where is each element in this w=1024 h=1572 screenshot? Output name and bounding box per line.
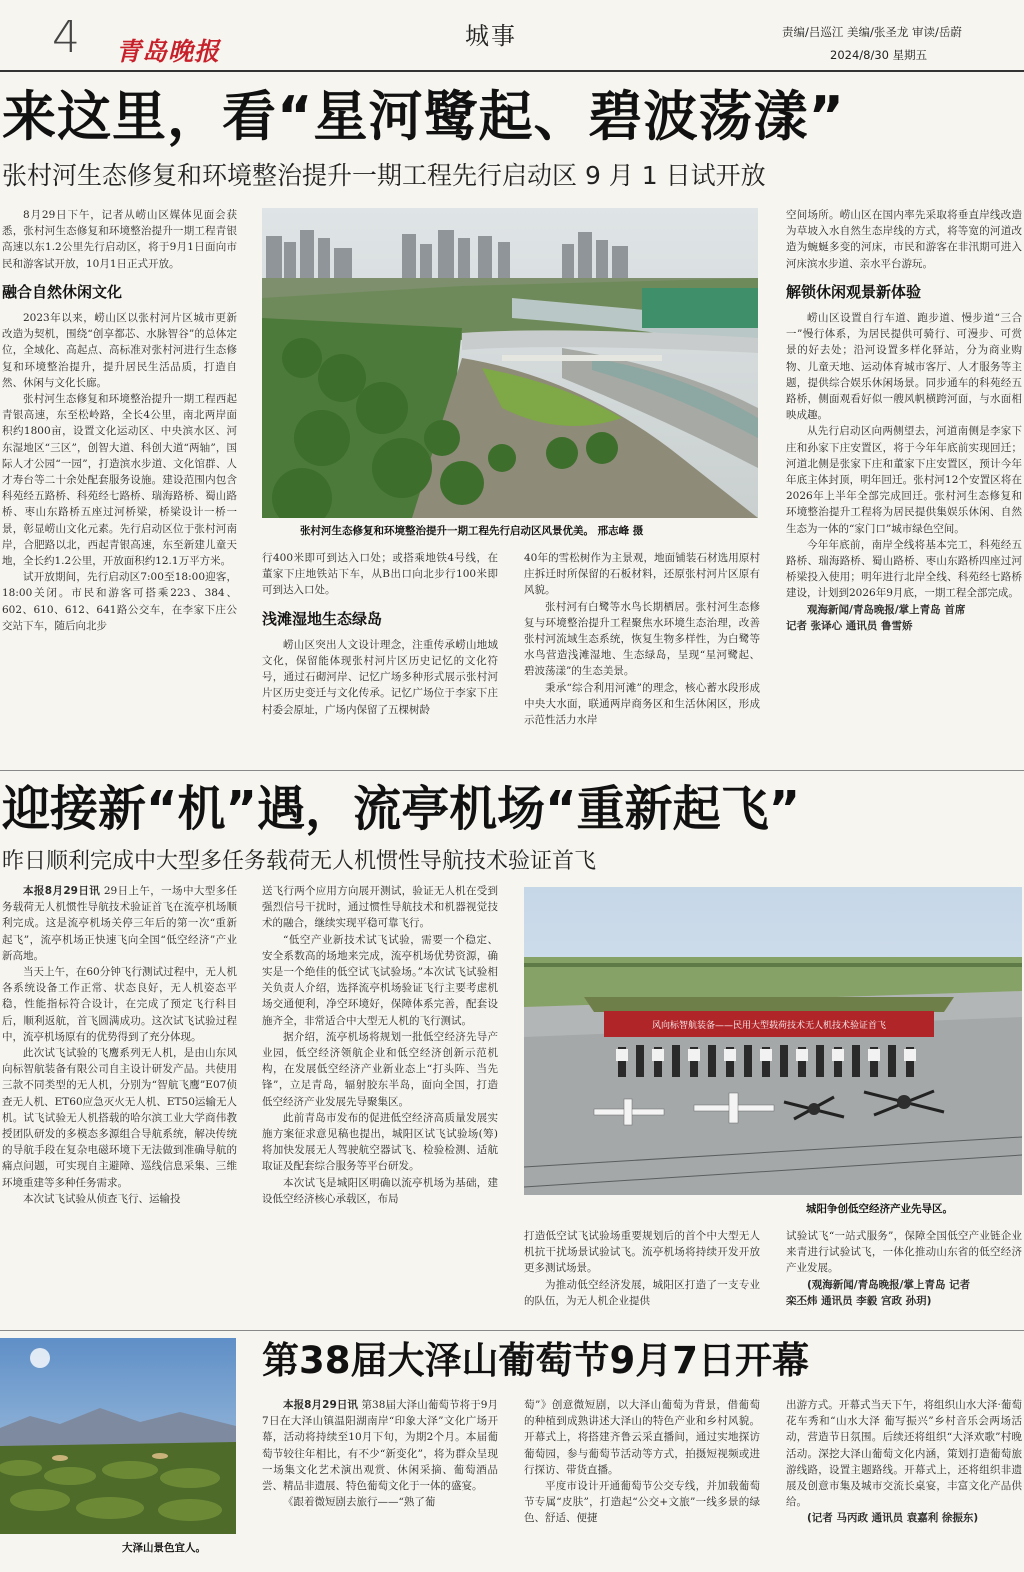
editors-line: 责编/吕巡江 美编/张圣龙 审读/岳蔚 [782, 25, 962, 39]
story2-paragraph: 本次试飞是城阳区明确以流亭机场为基础，建设低空经济核心承载区，布局 [262, 1176, 498, 1205]
airport-drone-image [524, 887, 1022, 1195]
page-number: 4 [52, 12, 80, 63]
story2-lead-text: 29日上午，一场中大型多任务载荷无人机惯性导航技术验证首飞在流亭机场顺利完成。这是流亭机场关停三年后的第一次“重新起飞”，流亭机场正快速飞向全国“低空经济”产业新高地。 [2, 885, 237, 962]
story1-headline: 来这里，看“星河鹭起、碧波荡漾” [2, 85, 845, 148]
story1-column-1 [2, 207, 237, 747]
story1-paragraph: 秉承“综合利用河滩”的理念，核心蓄水段形成中央大水面，联通两岸商务区和生活休闲区，形成示范性活力水岸 [524, 681, 760, 727]
story1-paragraph: 行400米即可到达入口处；或搭乘地铁4号线，在董家下庄地铁站下车，从B出口向北步行100米即可到达入口处。 [262, 552, 498, 597]
story3-lead-text: 第38届大泽山葡萄节将于9月7日在大泽山镇温阳湖南岸“印象大泽”文化广场开幕，活动将持续至10月下旬，为期2个月。本届葡萄节较往年相比，有不少“新变化”，将为群众呈现一场集文化艺术演出观赏、休闲采摘、葡萄酒品尝、精品非遗展、特色葡萄文化于一体的盛宴。 [262, 1399, 498, 1493]
story2-column-4 [786, 1228, 1022, 1320]
story2-column-3 [524, 1228, 760, 1318]
story3-paragraph: 《跟着微短剧去旅行——“熟了葡 [283, 1496, 436, 1509]
story2-column-2 [262, 883, 498, 1317]
dazeshan-photo-caption: 大泽山景色宜人。 [122, 1542, 206, 1554]
story2-byline: 栾丕炜 通讯员 李毅 宫政 孙玥) [786, 1294, 932, 1307]
story2-paragraph: 本次试飞试验从侦查飞行、运输投 [23, 1192, 181, 1205]
story2-dateline: 本报8月29日讯 [23, 885, 101, 897]
story3-byline: (记者 马丙政 通讯员 袁嘉利 徐振东) [807, 1512, 979, 1525]
dazeshan-photo [0, 1338, 236, 1534]
story2-lead [2, 883, 237, 964]
story2-paragraph: 此次试飞试验的飞鹰系列无人机，是由山东风向标智航装备有限公司自主设计研发产品。共使用三款不同类型的无人机，分别为“智航飞鹰”E07侦查无人机、ET60应急灭火无人机、ET50运输无人机。试飞试验无人机搭载的哈尔滨工业大学商伟教授团队研发的多模态多源组合导航系统，解决传统的导航手段在复杂电磁环境下无法做到准确导航的痛点问题，可实现自主避障、巡线信息采集、三维环境重建等多种任务需求。 [2, 1047, 237, 1189]
story2-paragraph: 试验试飞“一站式服务”，保障全国低空产业链企业来青进行试验试飞，一体化推动山东省的低空经济产业发展。 [786, 1230, 1022, 1275]
story-divider [0, 1330, 1024, 1331]
story2-paragraph: 当天上午，在60分钟飞行测试过程中，无人机各系统设备工作正常、状态良好，无人机姿态平稳，性能指标符合设计，在完成了预定飞行科目后，顺利返航，首飞圆满成功。这次试飞试验过程中，流亭机场原有的优势得到了充分体现。 [2, 966, 237, 1043]
photo-banner-text: 风向标智航装备——民用大型载荷技术无人机技术验证首飞 [651, 1021, 887, 1031]
story1-paragraph: 张村河生态修复和环境整治提升一期工程西起青银高速，东至松岭路，全长4公里，南北两岸面积约1800亩，设置文化运动区、中央滨水区、河东湿地区“三区”，创智大道、科创大道“两轴”，国际人才公园“一园”，打造滨水步道、文化馆群、人才寿台等二十余处配套服务设施。建设范围内包含科苑经五路桥、科苑经七路桥、瑞海路桥、蜀山路桥、枣山东路桥五座过河桥梁，桥梁设计一桥一景，彰显崂山文化元素。先行启动区位于张村河南岸，合肥路以北，西起青银高速，东至新建儿童天地，全长约1.2公里，开放面积约12.1万平方米。 [2, 393, 237, 568]
vineyard-mountain-image [0, 1338, 236, 1534]
story2-column-1 [2, 883, 237, 1317]
story2-byline: (观海新闻/青岛晚报/掌上青岛 记者 [807, 1278, 971, 1291]
story1-subheading-1: 融合自然休闲文化 [2, 282, 123, 301]
story1-lead: 8月29日下午，记者从崂山区媒体见面会获悉，张村河生态修复和环境整治提升一期工程青银高速以东1.2公里先行启动区，将于9月1日面向市民和游客试开放，10月1日正式开放。 [2, 209, 237, 270]
story1-column-4 [786, 207, 1022, 757]
story1-subhead: 张村河生态修复和环境整治提升一期工程先行启动区 9 月 1 日试开放 [2, 161, 766, 190]
story3-headline: 第38届大泽山葡萄节9月7日开幕 [262, 1339, 809, 1382]
story2-paragraph: 送飞行两个应用方向展开测试，验证无人机在受到强烈信号干扰时，通过惯性导航技术和机器视觉技术的融合，继续实现平稳可靠飞行。 [262, 885, 498, 930]
story1-subheading-2: 浅滩湿地生态绿岛 [262, 609, 383, 628]
story1-subheading-3: 解锁休闲观景新体验 [786, 282, 922, 301]
story1-paragraph: 张村河有白鹭等水鸟长期栖居。张村河生态修复与环境整治提升工程聚焦水环境生态治理，改善张村河流域生态系统，恢复生物多样性，为白鹭等水鸟营造浅滩湿地、生态绿岛，呈现“星河鹭起、碧波荡漾”的生态美景。 [524, 600, 760, 678]
story1-paragraph: 40年的雪松树作为主景观，地面铺装石材选用原村庄拆迁时所保留的石板材料，还原张村河片区原有风貌。 [524, 552, 760, 597]
story1-byline: 记者 张译心 通讯员 鲁雪娇 [786, 619, 913, 632]
header-rule [0, 70, 1024, 72]
story3-paragraph: 出游方式。开幕式当天下午，将组织山水大泽·葡萄花车秀和“山水大泽 葡写振兴”乡村音乐会两场活动，营造节日氛围。后续还将组织“大泽欢歌”村晚活动。深挖大泽山葡萄文化内涵，策划打造葡萄旅游线路，设置主题路线。开幕式上，还将组织非遗展及创意市集及城市交流长桌宴，丰富文化产品供给。 [786, 1399, 1022, 1509]
story1-byline: 观海新闻/青岛晚报/掌上青岛 首席 [807, 603, 966, 616]
story3-column-2 [524, 1397, 760, 1569]
story1-paragraph: 从先行启动区向两侧望去，河道南侧是李家下庄和孙家下庄安置区，将于今年年底前实现回迁；河道北侧是张家下庄和董家下庄安置区，预计今年年底主体封顶，明年回迁。张村河12个安置区将在2026年上半年全部完成回迁。张村河生态修复和环境整治提升工程将为居民提供集娱乐休闲、自然生态为一体的“家门口”城市绿色空间。 [786, 425, 1022, 535]
river-park-photo [262, 208, 758, 518]
issue-date: 2024/8/30 星期五 [830, 48, 928, 62]
story1-paragraph: 试开放期间，先行启动区7:00至18:00迎客，18:00关闭。市民和游客可搭乘223、384、602、610、612、641路公交车，在李家下庄公交站下车，随后向北步 [2, 571, 237, 632]
story2-subhead: 昨日顺利完成中大型多任务载荷无人机惯性导航技术验证首飞 [2, 849, 597, 874]
story1-paragraph: 空间场所。崂山区在国内率先采取将垂直岸线改造为草坡入水自然生态岸线的方式，将等宽的河道改造为蜿蜒多变的河床，市民和游客在非汛期可进入河床滨水步道、亲水平台游玩。 [786, 209, 1022, 270]
story2-paragraph: 打造低空试飞试验场重要规划后的首个中大型无人机抗干扰场景试验试飞。流亭机场将持续开发开放更多测试场景。 [524, 1230, 760, 1275]
story2-paragraph: 据介绍，流亭机场将规划一批低空经济先导产业园，低空经济领航企业和低空经济创新示范机构，在发展低空经济产业新业态上“打头阵、当先锋”，立足青岛，辐射胶东半岛，面向全国，打造低空经济产业发展先导聚集区。 [262, 1030, 498, 1108]
story2-paragraph: 为推动低空经济发展，城阳区打造了一支专业的队伍，为无人机企业提供 [524, 1278, 760, 1307]
story2-paragraph: 此前青岛市发布的促进低空经济高质量发展实施方案征求意见稿也提出，城阳区试飞试验场(筹)将加快发展无人驾驶航空器试飞、检验检测、适航取证及配套综合服务等平台研发。 [262, 1111, 498, 1173]
story3-column-1 [262, 1397, 498, 1569]
story3-column-3 [786, 1397, 1022, 1569]
drone-test-photo [524, 887, 1022, 1195]
story1-paragraph: 2023年以来，崂山区以张村河片区城市更新改造为契机，围绕“创享都芯、水脉智谷”的总体定位，全域化、高起点、高标准对张村河进行生态修复和环境整治提升，提升居民生活品质，打造自然、休闲与文化长廊。 [2, 312, 237, 389]
river-park-aerial-image [262, 208, 758, 518]
story1-paragraph: 今年年底前，南岸全线将基本完工，科苑经五路桥、瑞海路桥、蜀山路桥、枣山东路桥四座过河桥梁投入使用；明年进行北岸全线、科苑经七路桥建设，计划到2026年9月底，一期工程全部完成。 [786, 538, 1022, 600]
story1-paragraph: 崂山区突出人文设计理念，注重传承崂山地域文化，保留能体现张村河片区历史记忆的文化符号，通过石砌河岸、记忆广场多种形式展示张村河片区历史变迁与文化传承。记忆广场位于李家下庄村委会原址，广场内保留了五棵树龄 [262, 638, 498, 716]
story1-column-2 [262, 550, 498, 750]
story2-headline: 迎接新“机”遇，流亭机场“重新起飞” [2, 781, 801, 837]
story3-paragraph: 平度市设计开通葡萄节公交专线，并加载葡萄节专属“皮肤”，打造起“公交+文旅”一线多景的绿色、舒适、便捷 [524, 1480, 760, 1525]
story3-lead [262, 1397, 498, 1494]
newspaper-logo: 青岛晚报 [116, 37, 221, 66]
river-park-photo-caption: 张村河生态修复和环境整治提升一期工程先行启动区风景优美。 邢志峰 摄 [300, 525, 644, 537]
story3-dateline: 本报8月29日讯 [283, 1399, 359, 1411]
story1-column-3 [524, 550, 760, 750]
section-title: 城事 [465, 22, 517, 50]
story1-paragraph: 崂山区设置自行车道、跑步道、慢步道“三合一”慢行体系，为居民提供可骑行、可漫步、可赏景的好去处；沿河设置多样化驿站，分为商业购物、儿童天地、运动体育城市客厅、人才服务等主题，提供综合娱乐休闲场景。同步通车的科苑经五路桥，侧面观看好似一艘风帆横跨河面，与水面相映成趣。 [786, 312, 1022, 422]
story-divider [0, 770, 1024, 771]
story2-paragraph: “低空产业新技术试飞试验，需要一个稳定、安全系数高的场地来完成，流亭机场优势资源，确实是一个绝佳的低空试飞试验场。”本次试飞试验相关负责人介绍，选择流亭机场验证飞行主要考虑机场交通便利，净空环境好，保障体系完善，配套设施齐全，非常适合中大型无人机的飞行测试。 [262, 933, 498, 1027]
story3-paragraph: 萄”》创意微短剧，以大泽山葡萄为背景，借葡萄的种植到成熟讲述大泽山的特色产业和乡村风貌。开幕式上，将搭建齐鲁云采直播间，通过实地探访葡萄园，参与葡萄节活动等方式，拍摄短视频或进行探访、带货直播。 [524, 1399, 760, 1476]
drone-test-photo-caption: 城阳争创低空经济产业先导区。 [806, 1203, 953, 1215]
